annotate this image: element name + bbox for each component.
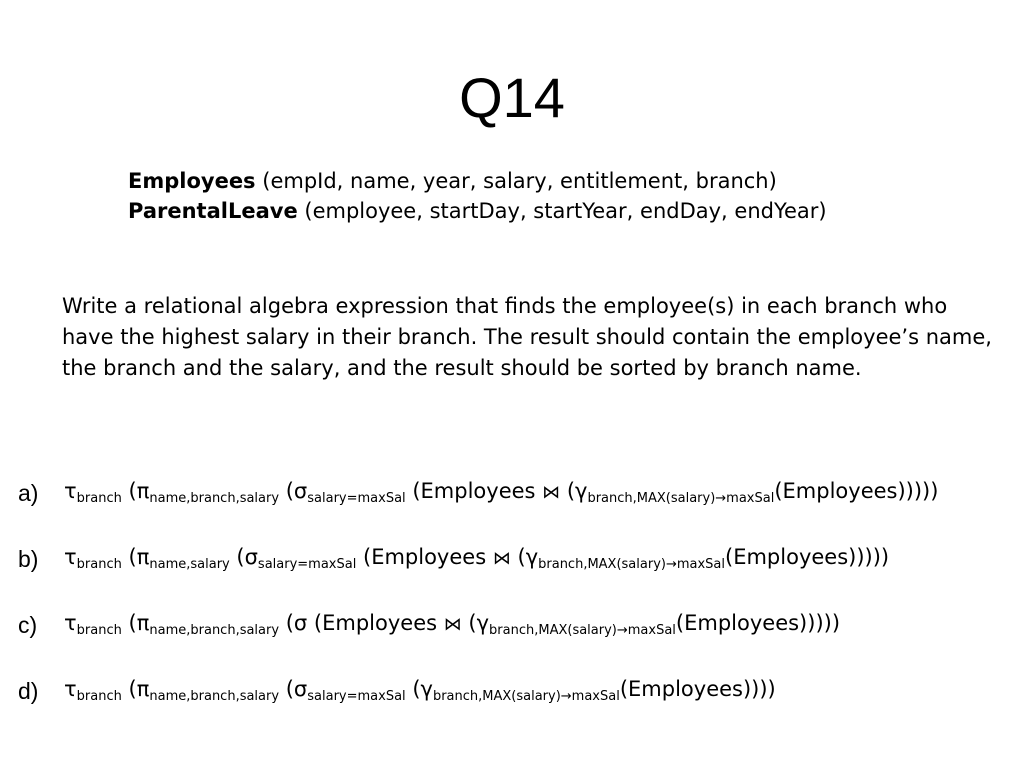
expression-subscript: name,branch,salary: [149, 689, 280, 704]
option-label: a): [18, 480, 39, 506]
expression-subscript: salary=maxSal: [307, 689, 406, 704]
option-label: b): [18, 546, 39, 572]
expression-text: (γ: [461, 611, 490, 635]
schema-line-employees: [128, 166, 827, 196]
option-expression: [64, 476, 938, 508]
expression-subscript: branch: [76, 623, 122, 638]
option-label: c): [18, 612, 38, 638]
slide-title: Q14: [459, 66, 565, 129]
expression-text: (π: [121, 545, 150, 569]
expression-text: (γ: [405, 677, 433, 701]
expression-text: τ: [64, 677, 77, 701]
expression-text: (Employees: [356, 545, 493, 569]
expression-text: τ: [64, 479, 77, 503]
expression-subscript: name,branch,salary: [149, 491, 280, 506]
expression-text: (Employees))))): [774, 479, 939, 503]
option-c: [0, 604, 1024, 644]
expression-subscript: branch: [76, 557, 122, 572]
expression-subscript: branch,MAX(salary)→maxSal: [538, 557, 726, 572]
schema-block: [128, 166, 827, 226]
expression-text: (π: [121, 677, 150, 701]
join-operator: ⋈: [443, 614, 462, 635]
expression-text: τ: [64, 545, 77, 569]
expression-text: (σ: [229, 545, 258, 569]
expression-text: (σ: [279, 479, 308, 503]
expression-text: (γ: [510, 545, 539, 569]
option-label: d): [18, 678, 39, 704]
option-expression: [64, 542, 889, 574]
expression-text: (Employees))))): [725, 545, 890, 569]
expression-subscript: branch,MAX(salary)→maxSal: [587, 491, 775, 506]
expression-subscript: name,salary: [149, 557, 230, 572]
option-a: [0, 472, 1024, 512]
relation-attributes: (employee, startDay, startYear, endDay, endYear): [304, 199, 827, 223]
question-text: Write a relational algebra expression that finds the employee(s) in each branch who have the highest salary in their branch. The result should contain the employee’s name, the branch and the salary, and the result should be sorted by branch name.: [62, 294, 992, 380]
relation-attributes: (empId, name, year, salary, entitlement, branch): [262, 169, 777, 193]
expression-text: (Employees))))): [675, 611, 841, 635]
expression-text: (π: [121, 611, 150, 635]
expression-subscript: salary=maxSal: [307, 491, 406, 506]
expression-subscript: branch: [76, 491, 122, 506]
option-b: [0, 538, 1024, 578]
expression-subscript: salary=maxSal: [257, 557, 357, 572]
expression-text: (Employees: [405, 479, 543, 503]
expression-text: (σ (Employees: [279, 611, 444, 635]
schema-line-parentalleave: [128, 196, 827, 226]
expression-subscript: branch: [76, 689, 122, 704]
expression-text: (γ: [560, 479, 588, 503]
relation-name: Employees: [128, 169, 256, 193]
join-operator: ⋈: [492, 548, 511, 569]
expression-text: (σ: [279, 677, 308, 701]
option-d: [0, 670, 1024, 710]
expression-text: τ: [64, 611, 77, 635]
option-expression: [64, 608, 840, 640]
join-operator: ⋈: [542, 482, 561, 503]
expression-text: (π: [121, 479, 150, 503]
expression-subscript: name,branch,salary: [149, 623, 280, 638]
expression-subscript: branch,MAX(salary)→maxSal: [432, 689, 620, 704]
expression-subscript: branch,MAX(salary)→maxSal: [489, 623, 676, 638]
expression-text: (Employees)))): [619, 677, 776, 701]
option-expression: [64, 674, 776, 704]
relation-name: ParentalLeave: [128, 199, 298, 223]
